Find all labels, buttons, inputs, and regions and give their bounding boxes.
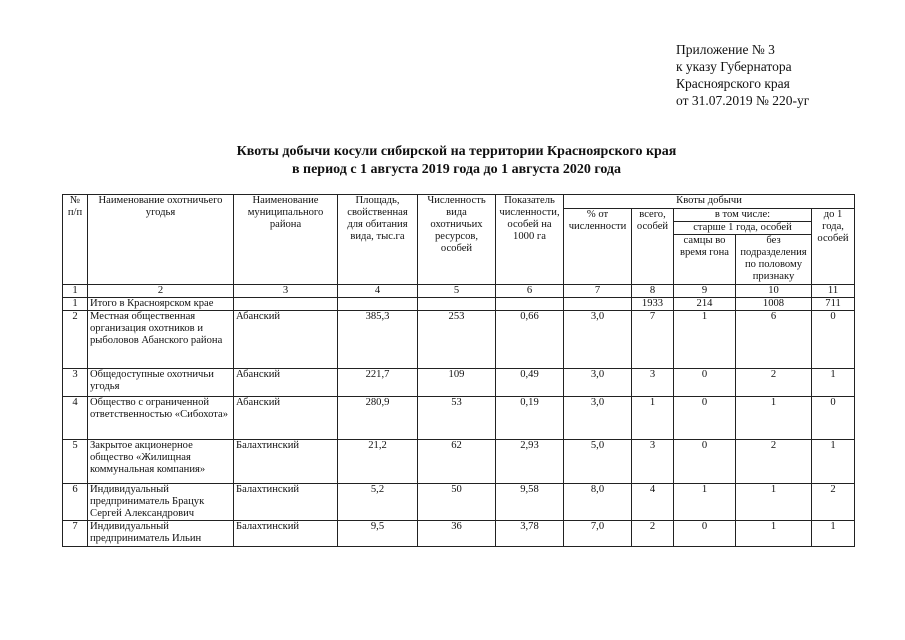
colnum-cell: 7 bbox=[564, 285, 632, 298]
colnum-cell: 11 bbox=[812, 285, 855, 298]
row-district: Балахтинский bbox=[234, 484, 338, 521]
header-quotas: Квоты добычи bbox=[564, 195, 855, 209]
row-under1: 1 bbox=[812, 521, 855, 547]
colnum-cell: 3 bbox=[234, 285, 338, 298]
appendix-line: от 31.07.2019 № 220-уг bbox=[676, 93, 810, 108]
row-males: 0 bbox=[674, 369, 736, 397]
header-under1: до 1 года, особей bbox=[812, 209, 855, 285]
row-district: Абанский bbox=[234, 311, 338, 369]
row-under1: 2 bbox=[812, 484, 855, 521]
row-males: 1 bbox=[674, 484, 736, 521]
colnum-cell: 5 bbox=[418, 285, 496, 298]
row-district: Абанский bbox=[234, 369, 338, 397]
row-males: 214 bbox=[674, 298, 736, 311]
table-row bbox=[63, 521, 855, 547]
row-area: 385,3 bbox=[338, 311, 418, 369]
row-total: 3 bbox=[632, 440, 674, 484]
row-nosex: 1 bbox=[736, 521, 812, 547]
row-density: 0,49 bbox=[496, 369, 564, 397]
empty-cell bbox=[564, 298, 632, 311]
row-under1: 0 bbox=[812, 397, 855, 440]
row-name: Индивидуальный предприниматель Брацук Сергей Александрович bbox=[88, 484, 234, 521]
title-line: в период с 1 августа 2019 года до 1 августа 2020 года bbox=[291, 162, 622, 177]
header-ground: Наименование охотничьего угодья bbox=[88, 195, 234, 285]
row-population: 36 bbox=[418, 521, 496, 547]
row-name: Закрытое акционерное общество «Жилищная коммунальная компания» bbox=[88, 440, 234, 484]
table-row bbox=[63, 369, 855, 397]
header-over1: старше 1 года, особей bbox=[674, 222, 812, 235]
row-total: 4 bbox=[632, 484, 674, 521]
row-percent: 5,0 bbox=[564, 440, 632, 484]
row-density: 2,93 bbox=[496, 440, 564, 484]
row-area: 21,2 bbox=[338, 440, 418, 484]
empty-cell bbox=[496, 298, 564, 311]
document-title bbox=[0, 143, 905, 179]
row-population: 53 bbox=[418, 397, 496, 440]
row-under1: 0 bbox=[812, 311, 855, 369]
table-row bbox=[63, 484, 855, 521]
header-area: Площадь, свойственная для обитания вида, тыс.га bbox=[338, 195, 418, 285]
row-district: Абанский bbox=[234, 397, 338, 440]
appendix-line: к указу Губернатора bbox=[676, 59, 792, 74]
row-no: 5 bbox=[63, 440, 88, 484]
row-percent: 3,0 bbox=[564, 397, 632, 440]
row-name: Индивидуальный предприниматель Ильин bbox=[88, 521, 234, 547]
row-total: 3 bbox=[632, 369, 674, 397]
row-no: 1 bbox=[63, 298, 88, 311]
row-males: 0 bbox=[674, 397, 736, 440]
colnum-cell: 9 bbox=[674, 285, 736, 298]
row-total: 1933 bbox=[632, 298, 674, 311]
table-row bbox=[63, 397, 855, 440]
row-population: 109 bbox=[418, 369, 496, 397]
row-nosex: 2 bbox=[736, 369, 812, 397]
colnum-cell: 2 bbox=[88, 285, 234, 298]
row-population: 50 bbox=[418, 484, 496, 521]
row-density: 0,66 bbox=[496, 311, 564, 369]
row-density: 9,58 bbox=[496, 484, 564, 521]
colnum-cell: 6 bbox=[496, 285, 564, 298]
colnum-cell: 1 bbox=[63, 285, 88, 298]
empty-cell bbox=[418, 298, 496, 311]
header-municipality: Наименование муниципального района bbox=[234, 195, 338, 285]
row-no: 2 bbox=[63, 311, 88, 369]
row-population: 253 bbox=[418, 311, 496, 369]
empty-cell bbox=[338, 298, 418, 311]
quota-table bbox=[62, 194, 855, 547]
row-percent: 3,0 bbox=[564, 311, 632, 369]
row-name: Итого в Красноярском крае bbox=[88, 298, 234, 311]
row-district: Балахтинский bbox=[234, 440, 338, 484]
header-population: Численность вида охотничьих ресурсов, особей bbox=[418, 195, 496, 285]
header-no: № п/п bbox=[63, 195, 88, 285]
row-males: 0 bbox=[674, 440, 736, 484]
row-total: 2 bbox=[632, 521, 674, 547]
row-name: Общество с ограниченной ответственностью «Сибохота» bbox=[88, 397, 234, 440]
title-line: Квоты добычи косули сибирской на территории Красноярского края bbox=[236, 144, 677, 159]
empty-cell bbox=[234, 298, 338, 311]
row-no: 7 bbox=[63, 521, 88, 547]
row-total: 7 bbox=[632, 311, 674, 369]
row-nosex: 1 bbox=[736, 484, 812, 521]
row-name: Местная общественная организация охотников и рыболовов Абанского района bbox=[88, 311, 234, 369]
row-area: 280,9 bbox=[338, 397, 418, 440]
header-density: Показатель численности, особей на 1000 га bbox=[496, 195, 564, 285]
header-including: в том числе: bbox=[674, 209, 812, 222]
row-males: 1 bbox=[674, 311, 736, 369]
row-no: 6 bbox=[63, 484, 88, 521]
row-percent: 3,0 bbox=[564, 369, 632, 397]
appendix-block bbox=[676, 41, 809, 109]
row-area: 221,7 bbox=[338, 369, 418, 397]
row-no: 4 bbox=[63, 397, 88, 440]
row-area: 5,2 bbox=[338, 484, 418, 521]
row-nosex: 1 bbox=[736, 397, 812, 440]
header-males: самцы во время гона bbox=[674, 235, 736, 285]
row-under1: 1 bbox=[812, 369, 855, 397]
table-row-total bbox=[63, 298, 855, 311]
row-total: 1 bbox=[632, 397, 674, 440]
row-under1: 1 bbox=[812, 440, 855, 484]
row-nosex: 6 bbox=[736, 311, 812, 369]
colnum-cell: 4 bbox=[338, 285, 418, 298]
row-density: 0,19 bbox=[496, 397, 564, 440]
row-nosex: 1008 bbox=[736, 298, 812, 311]
row-percent: 7,0 bbox=[564, 521, 632, 547]
colnum-cell: 10 bbox=[736, 285, 812, 298]
row-percent: 8,0 bbox=[564, 484, 632, 521]
row-no: 3 bbox=[63, 369, 88, 397]
appendix-line: Приложение № 3 bbox=[676, 42, 775, 57]
row-nosex: 2 bbox=[736, 440, 812, 484]
appendix-line: Красноярского края bbox=[676, 76, 790, 91]
row-population: 62 bbox=[418, 440, 496, 484]
row-name: Общедоступные охотничьи угодья bbox=[88, 369, 234, 397]
row-males: 0 bbox=[674, 521, 736, 547]
header-total: всего, особей bbox=[632, 209, 674, 285]
row-under1: 711 bbox=[812, 298, 855, 311]
table-row bbox=[63, 311, 855, 369]
header-nosex: без подразделения по половому признаку bbox=[736, 235, 812, 285]
row-area: 9,5 bbox=[338, 521, 418, 547]
colnum-cell: 8 bbox=[632, 285, 674, 298]
row-density: 3,78 bbox=[496, 521, 564, 547]
row-district: Балахтинский bbox=[234, 521, 338, 547]
table-row bbox=[63, 440, 855, 484]
header-percent: % от численности bbox=[564, 209, 632, 285]
